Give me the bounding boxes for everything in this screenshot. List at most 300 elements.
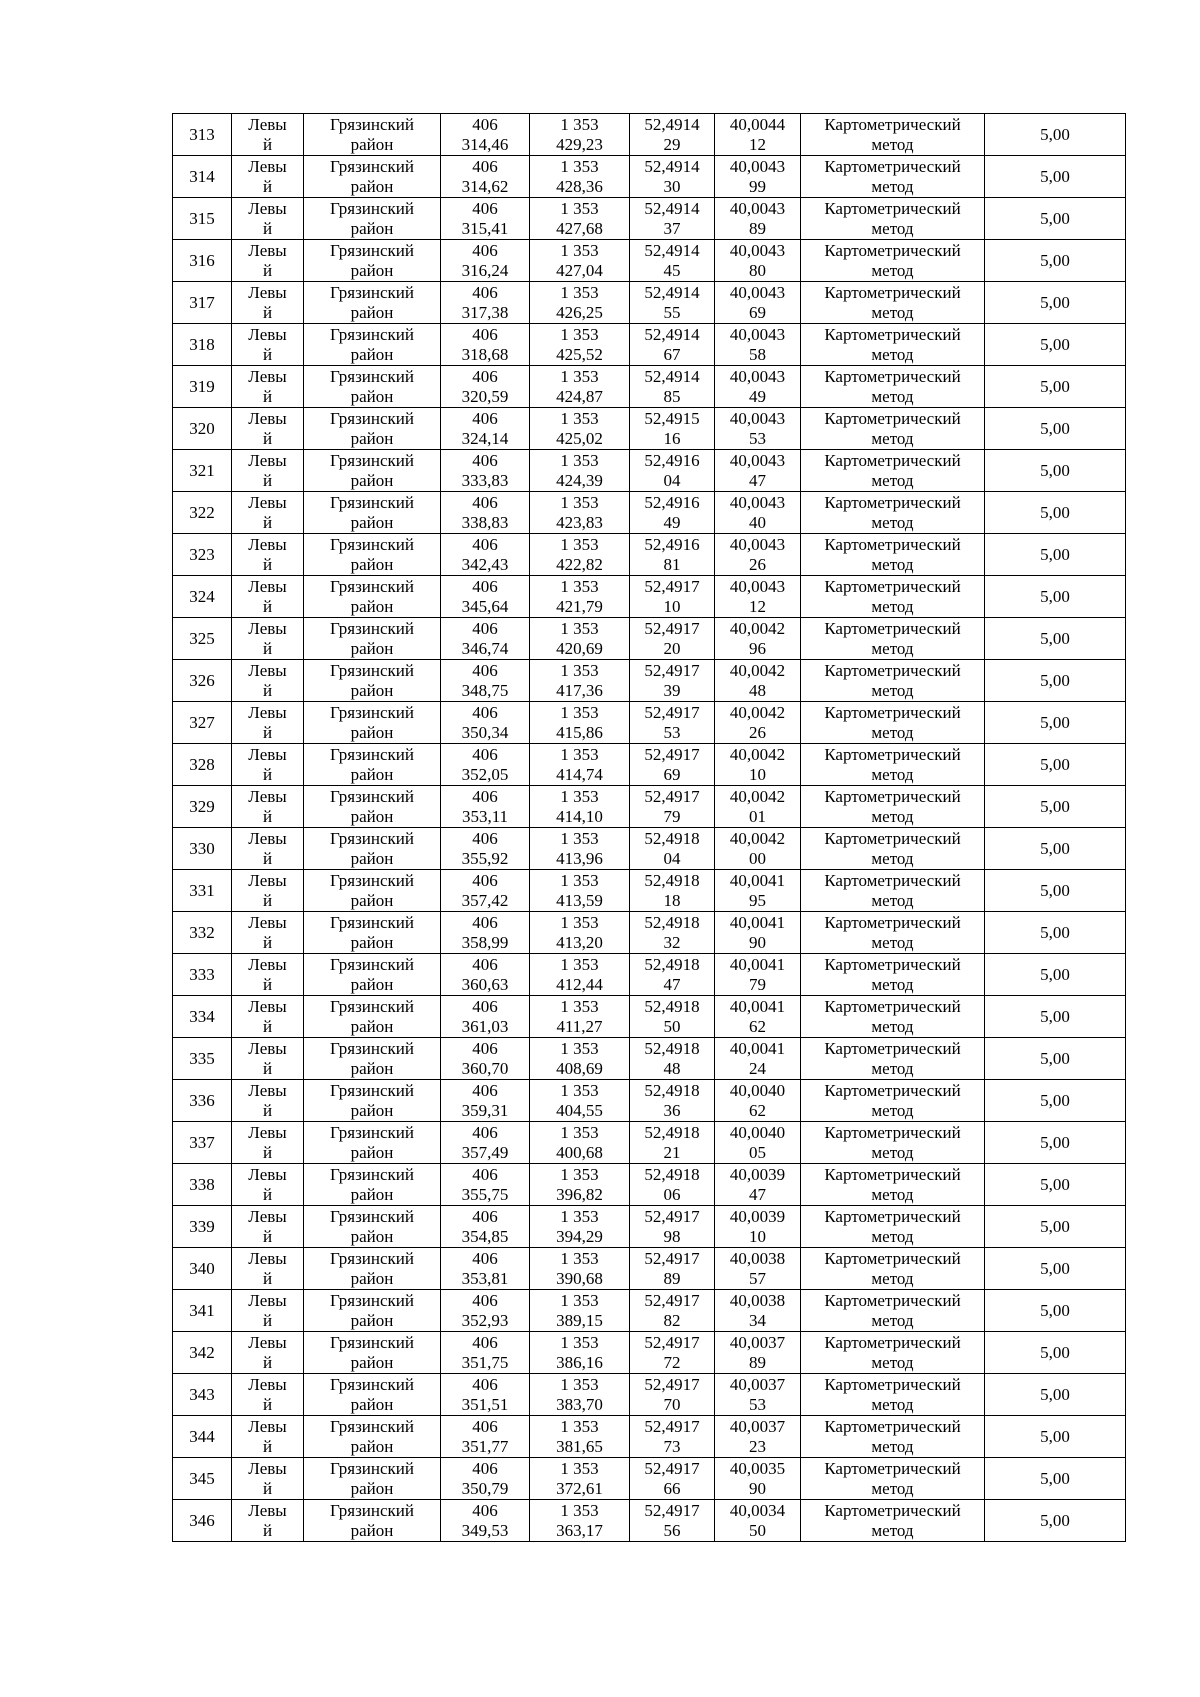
method-line: метод (871, 1058, 914, 1078)
method-line: Картометрический (824, 1374, 961, 1394)
side-line: й (262, 344, 273, 364)
x-coordinate-line: 353,11 (461, 806, 509, 826)
district-line: Грязинский (330, 366, 414, 386)
y-coordinate-line: 1 353 (560, 660, 599, 680)
x-coordinate-cell (441, 1458, 530, 1500)
longitude-cell (715, 324, 801, 366)
x-coordinate-line: 406 (472, 1080, 498, 1100)
point-number-cell: 332 (173, 912, 232, 954)
latitude-cell (630, 870, 715, 912)
district-cell (304, 198, 441, 240)
y-coordinate-cell (530, 534, 630, 576)
district-line: район (350, 764, 394, 784)
method-line: Картометрический (824, 198, 961, 218)
district-cell (304, 1458, 441, 1500)
y-coordinate-cell (530, 492, 630, 534)
y-coordinate-line: 1 353 (560, 492, 599, 512)
longitude-line: 10 (749, 1226, 766, 1246)
method-cell (801, 702, 985, 744)
latitude-line: 70 (663, 1394, 681, 1414)
x-coordinate-line: 406 (472, 324, 498, 344)
accuracy-cell: 5,00 (985, 492, 1126, 534)
x-coordinate-line: 406 (472, 198, 498, 218)
method-line: метод (871, 890, 914, 910)
side-cell (232, 366, 304, 408)
longitude-line: 40,0043 (729, 408, 786, 428)
x-coordinate-line: 314,46 (461, 134, 509, 154)
longitude-line: 40,0042 (729, 744, 786, 764)
side-cell (232, 870, 304, 912)
latitude-line: 66 (663, 1478, 681, 1498)
side-cell (232, 1122, 304, 1164)
district-line: Грязинский (330, 1038, 414, 1058)
table-row (173, 492, 1126, 534)
district-cell (304, 870, 441, 912)
side-line: й (262, 1226, 273, 1246)
district-cell (304, 324, 441, 366)
method-line: Картометрический (824, 282, 961, 302)
latitude-line: 52,4918 (644, 828, 700, 848)
y-coordinate-line: 1 353 (560, 1248, 599, 1268)
point-number-cell: 322 (173, 492, 232, 534)
latitude-cell (630, 1248, 715, 1290)
longitude-line: 40,0040 (729, 1122, 786, 1142)
latitude-line: 52,4914 (644, 282, 700, 302)
y-coordinate-cell (530, 198, 630, 240)
y-coordinate-line: 1 353 (560, 282, 599, 302)
x-coordinate-cell (441, 1248, 530, 1290)
latitude-line: 52,4918 (644, 996, 700, 1016)
table-body (173, 114, 1126, 1542)
method-cell (801, 618, 985, 660)
x-coordinate-line: 406 (472, 1458, 498, 1478)
side-line: Левы (248, 408, 287, 428)
longitude-line: 40,0043 (729, 324, 786, 344)
district-line: Грязинский (330, 828, 414, 848)
method-line: метод (871, 722, 914, 742)
longitude-cell (715, 366, 801, 408)
y-coordinate-line: 1 353 (560, 996, 599, 1016)
point-number-cell: 340 (173, 1248, 232, 1290)
latitude-line: 39 (663, 680, 681, 700)
x-coordinate-line: 353,81 (461, 1268, 509, 1288)
method-line: метод (871, 1184, 914, 1204)
accuracy-cell: 5,00 (985, 744, 1126, 786)
method-line: Картометрический (824, 1080, 961, 1100)
side-cell (232, 240, 304, 282)
method-line: метод (871, 344, 914, 364)
side-line: Левы (248, 1290, 287, 1310)
district-cell (304, 282, 441, 324)
y-coordinate-cell (530, 450, 630, 492)
side-line: Левы (248, 1332, 287, 1352)
method-cell (801, 1122, 985, 1164)
x-coordinate-line: 406 (472, 870, 498, 890)
x-coordinate-line: 345,64 (461, 596, 509, 616)
longitude-line: 40,0042 (729, 660, 786, 680)
latitude-cell (630, 1500, 715, 1542)
method-cell (801, 282, 985, 324)
longitude-line: 89 (749, 1352, 766, 1372)
y-coordinate-cell (530, 1206, 630, 1248)
longitude-line: 24 (749, 1058, 766, 1078)
side-line: й (262, 428, 273, 448)
x-coordinate-cell (441, 534, 530, 576)
x-coordinate-cell (441, 828, 530, 870)
side-line: й (262, 1016, 273, 1036)
method-cell (801, 996, 985, 1038)
y-coordinate-line: 363,17 (556, 1520, 603, 1540)
side-line: Левы (248, 744, 287, 764)
accuracy-cell: 5,00 (985, 1374, 1126, 1416)
method-cell (801, 1332, 985, 1374)
method-line: метод (871, 806, 914, 826)
district-line: район (350, 932, 394, 952)
table-row (173, 576, 1126, 618)
method-cell (801, 786, 985, 828)
point-number-cell: 341 (173, 1290, 232, 1332)
side-line: й (262, 1310, 273, 1330)
side-line: Левы (248, 660, 287, 680)
latitude-cell (630, 1332, 715, 1374)
latitude-line: 52,4918 (644, 870, 700, 890)
x-coordinate-line: 406 (472, 156, 498, 176)
y-coordinate-cell (530, 1080, 630, 1122)
side-cell (232, 534, 304, 576)
method-line: метод (871, 1436, 914, 1456)
side-line: й (262, 1478, 273, 1498)
latitude-line: 52,4916 (644, 534, 700, 554)
method-line: Картометрический (824, 912, 961, 932)
district-line: Грязинский (330, 1164, 414, 1184)
latitude-line: 52,4914 (644, 156, 700, 176)
x-coordinate-cell (441, 114, 530, 156)
side-cell (232, 1374, 304, 1416)
side-line: й (262, 554, 273, 574)
method-line: Картометрический (824, 534, 961, 554)
district-line: район (350, 1520, 394, 1540)
district-cell (304, 702, 441, 744)
y-coordinate-line: 1 353 (560, 870, 599, 890)
side-line: й (262, 680, 273, 700)
x-coordinate-line: 350,34 (461, 722, 509, 742)
longitude-line: 69 (749, 302, 766, 322)
point-number-cell: 317 (173, 282, 232, 324)
district-cell (304, 534, 441, 576)
longitude-line: 40,0043 (729, 240, 786, 260)
method-line: метод (871, 1478, 914, 1498)
side-line: Левы (248, 1500, 287, 1520)
table-row (173, 828, 1126, 870)
district-cell (304, 1374, 441, 1416)
accuracy-cell: 5,00 (985, 1416, 1126, 1458)
latitude-cell (630, 1038, 715, 1080)
district-line: Грязинский (330, 660, 414, 680)
district-line: район (350, 638, 394, 658)
accuracy-cell: 5,00 (985, 912, 1126, 954)
x-coordinate-line: 360,63 (461, 974, 509, 994)
x-coordinate-line: 351,75 (461, 1352, 509, 1372)
side-line: й (262, 1436, 273, 1456)
longitude-line: 40,0042 (729, 618, 786, 638)
method-cell (801, 366, 985, 408)
y-coordinate-cell (530, 996, 630, 1038)
y-coordinate-cell (530, 324, 630, 366)
x-coordinate-line: 406 (472, 618, 498, 638)
y-coordinate-line: 1 353 (560, 702, 599, 722)
latitude-cell (630, 1458, 715, 1500)
latitude-line: 52,4918 (644, 1038, 700, 1058)
y-coordinate-line: 1 353 (560, 1332, 599, 1352)
longitude-line: 40,0039 (729, 1206, 786, 1226)
longitude-line: 40,0043 (729, 450, 786, 470)
side-cell (232, 576, 304, 618)
method-line: метод (871, 974, 914, 994)
longitude-line: 05 (749, 1142, 766, 1162)
district-cell (304, 1416, 441, 1458)
method-line: Картометрический (824, 870, 961, 890)
accuracy-cell: 5,00 (985, 996, 1126, 1038)
accuracy-cell: 5,00 (985, 1038, 1126, 1080)
longitude-cell (715, 870, 801, 912)
x-coordinate-cell (441, 1080, 530, 1122)
method-cell (801, 954, 985, 996)
method-cell (801, 450, 985, 492)
latitude-cell (630, 156, 715, 198)
y-coordinate-line: 1 353 (560, 1038, 599, 1058)
district-cell (304, 744, 441, 786)
y-coordinate-cell (530, 828, 630, 870)
x-coordinate-line: 350,79 (461, 1478, 509, 1498)
side-cell (232, 156, 304, 198)
method-line: метод (871, 512, 914, 532)
point-number-cell: 325 (173, 618, 232, 660)
method-cell (801, 156, 985, 198)
latitude-cell (630, 702, 715, 744)
point-number-cell: 328 (173, 744, 232, 786)
district-line: Грязинский (330, 1206, 414, 1226)
y-coordinate-line: 1 353 (560, 1122, 599, 1142)
method-line: Картометрический (824, 1206, 961, 1226)
latitude-cell (630, 660, 715, 702)
longitude-line: 40,0040 (729, 1080, 786, 1100)
side-line: Левы (248, 1080, 287, 1100)
longitude-line: 89 (749, 218, 766, 238)
longitude-line: 34 (749, 1310, 766, 1330)
district-line: район (350, 1352, 394, 1372)
table-row (173, 702, 1126, 744)
longitude-cell (715, 828, 801, 870)
point-number-cell: 339 (173, 1206, 232, 1248)
accuracy-cell: 5,00 (985, 660, 1126, 702)
table-row (173, 324, 1126, 366)
longitude-line: 53 (749, 1394, 766, 1414)
district-cell (304, 1122, 441, 1164)
latitude-line: 04 (663, 848, 681, 868)
x-coordinate-line: 324,14 (461, 428, 509, 448)
y-coordinate-line: 425,52 (556, 344, 603, 364)
x-coordinate-line: 333,83 (461, 470, 509, 490)
side-line: й (262, 1520, 273, 1540)
x-coordinate-cell (441, 1416, 530, 1458)
point-number-cell: 323 (173, 534, 232, 576)
latitude-line: 89 (663, 1268, 681, 1288)
table-row (173, 282, 1126, 324)
latitude-line: 52,4917 (644, 1500, 700, 1520)
district-line: Грязинский (330, 198, 414, 218)
x-coordinate-line: 406 (472, 1038, 498, 1058)
y-coordinate-line: 1 353 (560, 1290, 599, 1310)
district-line: Грязинский (330, 786, 414, 806)
side-cell (232, 324, 304, 366)
side-line: й (262, 1394, 273, 1414)
district-line: район (350, 1016, 394, 1036)
district-line: район (350, 596, 394, 616)
longitude-cell (715, 114, 801, 156)
latitude-line: 52,4918 (644, 1080, 700, 1100)
accuracy-cell: 5,00 (985, 618, 1126, 660)
point-number-cell: 315 (173, 198, 232, 240)
method-line: Картометрический (824, 702, 961, 722)
table-row (173, 1374, 1126, 1416)
side-line: Левы (248, 240, 287, 260)
y-coordinate-line: 381,65 (556, 1436, 603, 1456)
x-coordinate-cell (441, 744, 530, 786)
district-line: Грязинский (330, 450, 414, 470)
district-cell (304, 954, 441, 996)
longitude-line: 40,0043 (729, 156, 786, 176)
latitude-line: 06 (663, 1184, 681, 1204)
accuracy-cell: 5,00 (985, 1248, 1126, 1290)
table-row (173, 240, 1126, 282)
x-coordinate-line: 357,42 (461, 890, 509, 910)
latitude-cell (630, 114, 715, 156)
side-cell (232, 1080, 304, 1122)
y-coordinate-cell (530, 744, 630, 786)
y-coordinate-line: 1 353 (560, 1416, 599, 1436)
x-coordinate-cell (441, 450, 530, 492)
y-coordinate-line: 1 353 (560, 912, 599, 932)
y-coordinate-cell (530, 702, 630, 744)
longitude-line: 40,0043 (729, 534, 786, 554)
latitude-cell (630, 450, 715, 492)
latitude-line: 52,4914 (644, 324, 700, 344)
method-line: метод (871, 848, 914, 868)
point-number-cell: 338 (173, 1164, 232, 1206)
longitude-line: 48 (749, 680, 766, 700)
latitude-cell (630, 576, 715, 618)
x-coordinate-cell (441, 1500, 530, 1542)
method-cell (801, 828, 985, 870)
x-coordinate-line: 406 (472, 1290, 498, 1310)
longitude-line: 79 (749, 974, 766, 994)
district-line: Грязинский (330, 1374, 414, 1394)
y-coordinate-line: 1 353 (560, 156, 599, 176)
x-coordinate-line: 406 (472, 534, 498, 554)
side-cell (232, 954, 304, 996)
accuracy-cell: 5,00 (985, 240, 1126, 282)
method-cell (801, 324, 985, 366)
longitude-line: 12 (749, 596, 766, 616)
y-coordinate-line: 428,36 (556, 176, 603, 196)
x-coordinate-line: 406 (472, 954, 498, 974)
longitude-line: 40,0035 (729, 1458, 786, 1478)
x-coordinate-line: 352,05 (461, 764, 509, 784)
latitude-line: 52,4917 (644, 618, 700, 638)
x-coordinate-cell (441, 408, 530, 450)
longitude-cell (715, 1164, 801, 1206)
y-coordinate-line: 424,87 (556, 386, 603, 406)
method-line: Картометрический (824, 1500, 961, 1520)
latitude-line: 55 (663, 302, 681, 322)
method-cell (801, 660, 985, 702)
latitude-line: 18 (663, 890, 681, 910)
district-line: Грязинский (330, 1122, 414, 1142)
district-line: Грязинский (330, 912, 414, 932)
method-line: метод (871, 638, 914, 658)
accuracy-cell: 5,00 (985, 1332, 1126, 1374)
y-coordinate-cell (530, 786, 630, 828)
y-coordinate-line: 1 353 (560, 1500, 599, 1520)
latitude-line: 53 (663, 722, 681, 742)
x-coordinate-line: 406 (472, 240, 498, 260)
district-line: район (350, 176, 394, 196)
x-coordinate-cell (441, 870, 530, 912)
longitude-cell (715, 408, 801, 450)
side-cell (232, 1500, 304, 1542)
method-line: метод (871, 554, 914, 574)
district-line: район (350, 1394, 394, 1414)
longitude-line: 40,0043 (729, 198, 786, 218)
latitude-line: 72 (663, 1352, 681, 1372)
side-cell (232, 660, 304, 702)
x-coordinate-line: 406 (472, 702, 498, 722)
district-cell (304, 912, 441, 954)
y-coordinate-line: 414,10 (556, 806, 603, 826)
x-coordinate-line: 406 (472, 366, 498, 386)
y-coordinate-line: 1 353 (560, 828, 599, 848)
side-line: й (262, 1100, 273, 1120)
side-line: Левы (248, 786, 287, 806)
y-coordinate-line: 417,36 (556, 680, 603, 700)
district-line: район (350, 848, 394, 868)
x-coordinate-line: 406 (472, 450, 498, 470)
accuracy-cell: 5,00 (985, 576, 1126, 618)
latitude-line: 52,4918 (644, 954, 700, 974)
side-cell (232, 408, 304, 450)
table-row (173, 1458, 1126, 1500)
district-cell (304, 1080, 441, 1122)
longitude-cell (715, 954, 801, 996)
latitude-line: 52,4917 (644, 660, 700, 680)
method-cell (801, 1374, 985, 1416)
table-row (173, 660, 1126, 702)
x-coordinate-cell (441, 996, 530, 1038)
district-line: район (350, 218, 394, 238)
district-line: район (350, 1058, 394, 1078)
x-coordinate-line: 354,85 (461, 1226, 509, 1246)
y-coordinate-line: 412,44 (556, 974, 603, 994)
longitude-line: 62 (749, 1100, 766, 1120)
method-cell (801, 576, 985, 618)
x-coordinate-line: 406 (472, 786, 498, 806)
y-coordinate-line: 1 353 (560, 534, 599, 554)
district-line: Грязинский (330, 870, 414, 890)
method-cell (801, 1080, 985, 1122)
longitude-line: 40,0039 (729, 1164, 786, 1184)
longitude-cell (715, 1290, 801, 1332)
y-coordinate-line: 1 353 (560, 576, 599, 596)
